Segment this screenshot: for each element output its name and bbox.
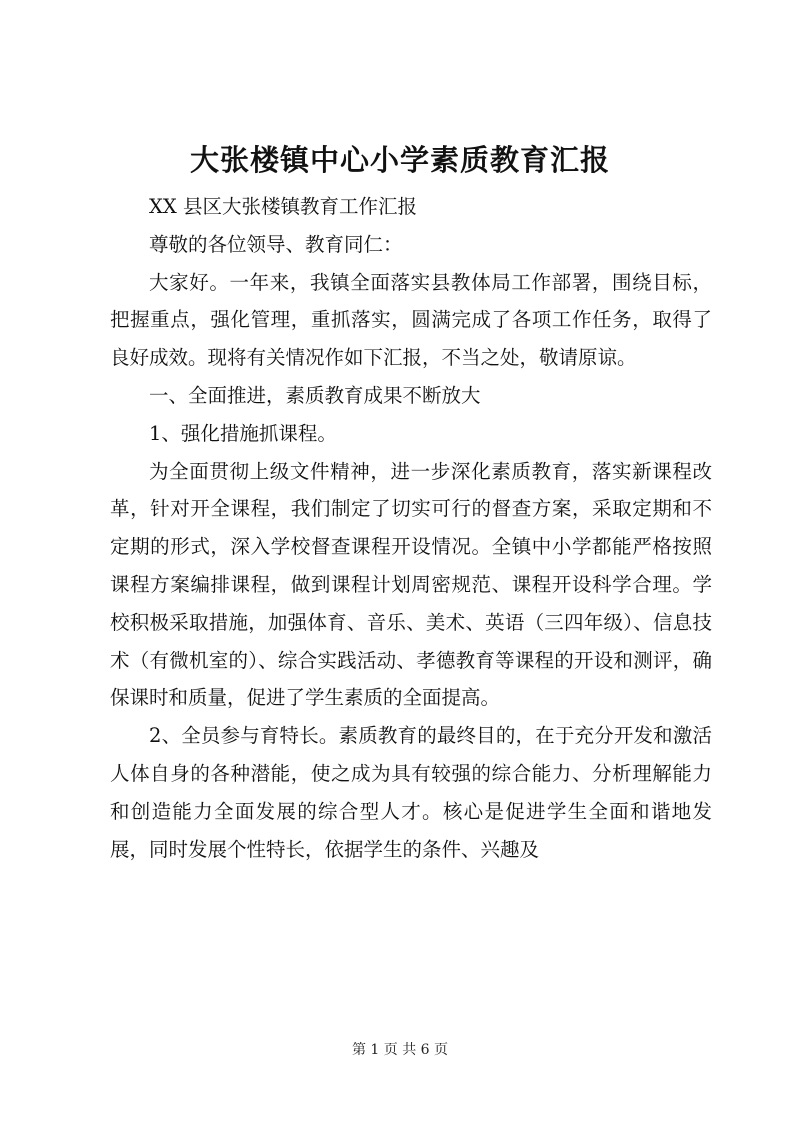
paragraph-specialty: 2、全员参与育特长。素质教育的最终目的，在于充分开发和激活人体自身的各种潜能，使之成为具有较强的综合能力、分析理解能力和创造能力全面发展的综合型人才。核心是促进学生全面和谐地发展，同时发展个性特长，依据学生的条件、兴趣及 bbox=[110, 724, 712, 861]
paragraph-curriculum: 为全面贯彻上级文件精神，进一步深化素质教育，落实新课程改革，针对开全课程，我们制定了切实可行的督查方案，采取定期和不定期的形式，深入学校督查课程开设情况。全镇中小学都能严格按照课程方案编排课程，做到课程计划周密规范、课程开设科学合理。学校积极采取措施，加强体育、音乐、美术、英语（三四年级）、信息技术（有微机室的）、综合实践活动、孝德教育等课程的开设和测评，确保课时和质量，促进了学生素质的全面提高。 bbox=[110, 459, 712, 710]
document-title: 大张楼镇中心小学素质教育汇报 bbox=[189, 143, 610, 177]
page-footer: 第 1 页 共 6 页 bbox=[351, 1042, 449, 1058]
paragraph-subtitle: XX 县区大张楼镇教育工作汇报 bbox=[149, 195, 417, 218]
paragraph-intro: 大家好。一年来，我镇全面落实县教体局工作部署，围绕目标，把握重点，强化管理，重抓落实，圆满完成了各项工作任务，取得了良好成效。现将有关情况作如下汇报，不当之处，敬请原谅。 bbox=[110, 270, 712, 370]
document-body bbox=[110, 188, 712, 868]
section-heading: 一、全面推进，素质教育成果不断放大 bbox=[149, 383, 481, 407]
paragraph-salutation: 尊敬的各位领导、教育同仁： bbox=[149, 232, 403, 256]
subsection-heading: 1、强化措施抓课程。 bbox=[149, 421, 337, 445]
